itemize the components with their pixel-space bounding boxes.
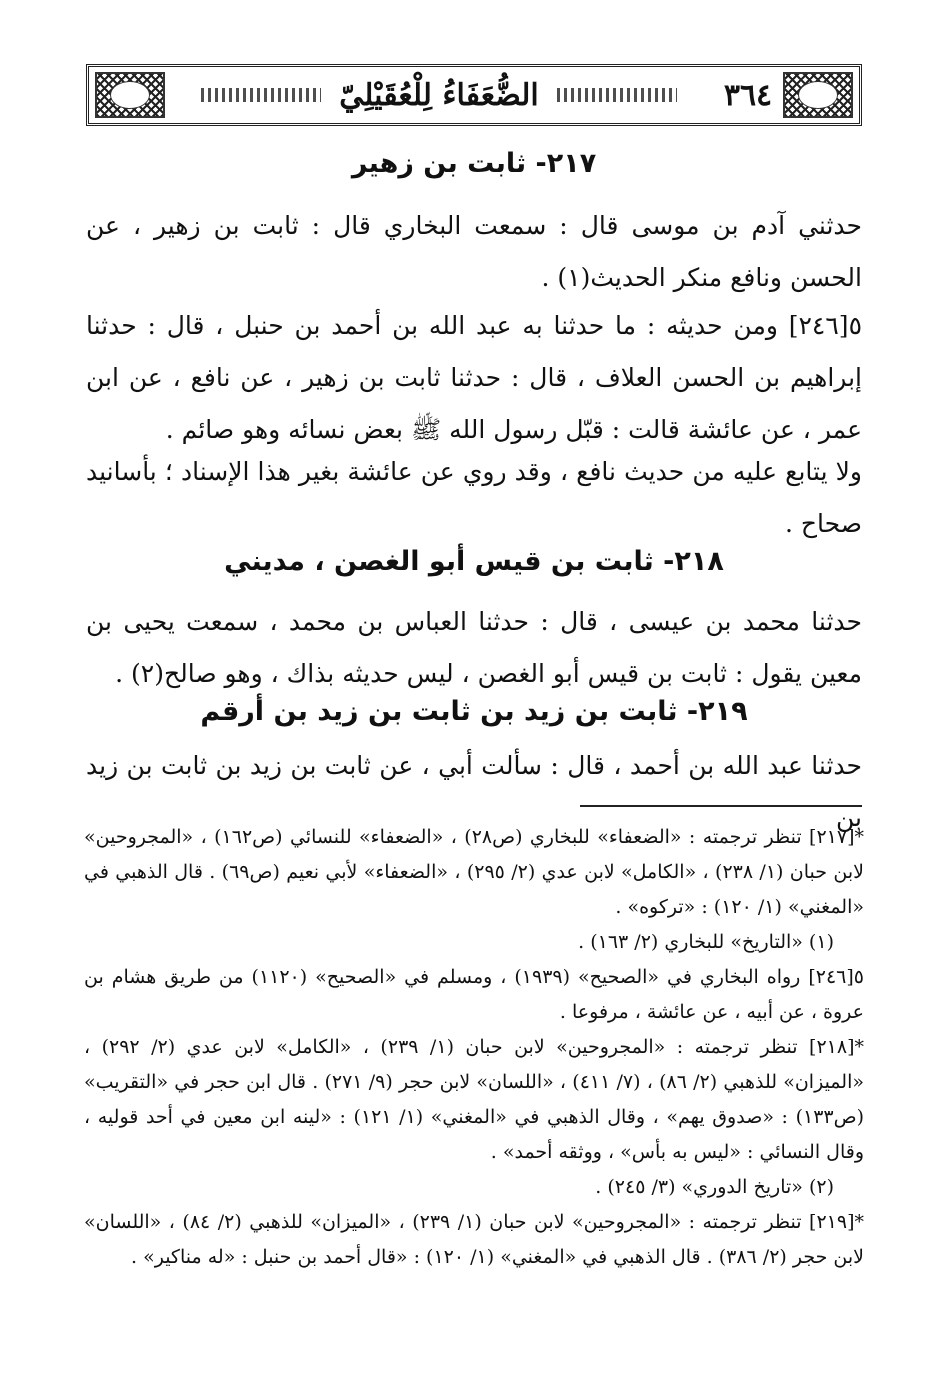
entry-title-218: ٢١٨- ثابت بن قيس أبو الغصن ، مديني: [224, 546, 724, 577]
entry-219-text: حدثنا عبد الله بن أحمد ، قال : سألت أبي ، عن ثابت بن زيد بن ثابت بن زيد بن: [86, 751, 862, 832]
footnote: *[٢١٨] تنظر ترجمته : «المجروحين» لابن حبان (١/ ٢٣٩) ، «الكامل» لابن عدي (٢/ ٢٩٢) ، «الميزان» للذهبي (٢/ ٨٦) ، (٧/ ٤١١) ، «اللسان» لابن حجر (٩/ ٢٧١) . قال ابن حجر في «التقريب» (ص١٣٣) : «صدوق يهم» ، وقال الذهبي في «المغني» (١/ ١٢١) : «لينه ابن معين في أحد قوليه ، وقال النسائي : «ليس به بأس» ، ووثقه أحمد» .: [84, 1036, 864, 1163]
footnote: (١) «التاريخ» للبخاري (٢/ ١٦٣) .: [578, 931, 834, 953]
entry-217-text: حدثني آدم بن موسى قال : سمعت البخاري قال : ثابت بن زهير ، عن الحسن ونافع منكر الحديث(١) .: [86, 211, 862, 292]
header-ornament-line: [201, 88, 321, 102]
footnote-separator: [580, 805, 862, 807]
header-center: [165, 78, 713, 113]
page-header: [86, 64, 862, 126]
hadith-246-comment: ولا يتابع عليه من حديث نافع ، وقد روي عن عائشة بغير هذا الإسناد ؛ بأسانيد صحاح .: [86, 457, 862, 538]
entry-title-217: ٢١٧- ثابت بن زهير: [351, 148, 597, 179]
left-ornament: [95, 72, 165, 118]
footnote: *[٢١٩] تنظر ترجمته : «المجروحين» لابن حبان (١/ ٢٣٩) ، «الميزان» للذهبي (٢/ ٨٤) ، «اللسان» لابن حجر (٢/ ٣٨٦) . قال الذهبي في «المغني» (١/ ١٢٠) : «قال أحمد بن حنبل : «له مناكير» .: [84, 1211, 864, 1268]
footnotes: [84, 820, 864, 1275]
header-ornament-line: [557, 88, 677, 102]
right-ornament: [783, 72, 853, 118]
book-title: الضُّعَفَاءُ لِلْعُقَيْلِيّ: [339, 77, 539, 113]
footnote: *[٢١٧] تنظر ترجمته : «الضعفاء» للبخاري (ص٢٨) ، «الضعفاء» للنسائي (ص١٦٢) ، «المجروحين» لابن حبان (١/ ٢٣٨) ، «الكامل» لابن عدي (٢/ ٢٩٥) ، «الضعفاء» لأبي نعيم (ص٦٩) . قال الذهبي في «المغني» (١/ ١٢٠) : «تركوه» .: [84, 826, 865, 918]
hadith-246-text: ٥[٢٤٦] ومن حديثه : ما حدثنا به عبد الله بن أحمد بن حنبل ، قال : حدثنا إبراهيم بن الحسن العلاف ، قال : حدثنا ثابت بن زهير ، عن نافع ، عن ابن عمر ، عن عائشة قالت : قبّل رسول الله ﷺ بعض نسائه وهو صائم .: [86, 311, 862, 444]
entry-title-219: ٢١٩- ثابت بن زيد بن ثابت بن زيد بن أرقم: [200, 696, 748, 727]
entry-218-text: حدثنا محمد بن عيسى ، قال : حدثنا العباس بن محمد ، سمعت يحيى بن معين يقول : ثابت بن قيس أبو الغصن ، ليس حديثه بذاك ، وهو صالح(٢) .: [86, 607, 862, 688]
footnote: ٥[٢٤٦] رواه البخاري في «الصحيح» (١٩٣٩) ، ومسلم في «الصحيح» (١١٢٠) من طريق هشام بن عروة ، عن أبيه ، عن عائشة ، مرفوعا .: [84, 966, 864, 1023]
page-number: ٣٦٤: [723, 77, 773, 113]
footnote: (٢) «تاريخ الدوري» (٣/ ٢٤٥) .: [595, 1176, 834, 1198]
